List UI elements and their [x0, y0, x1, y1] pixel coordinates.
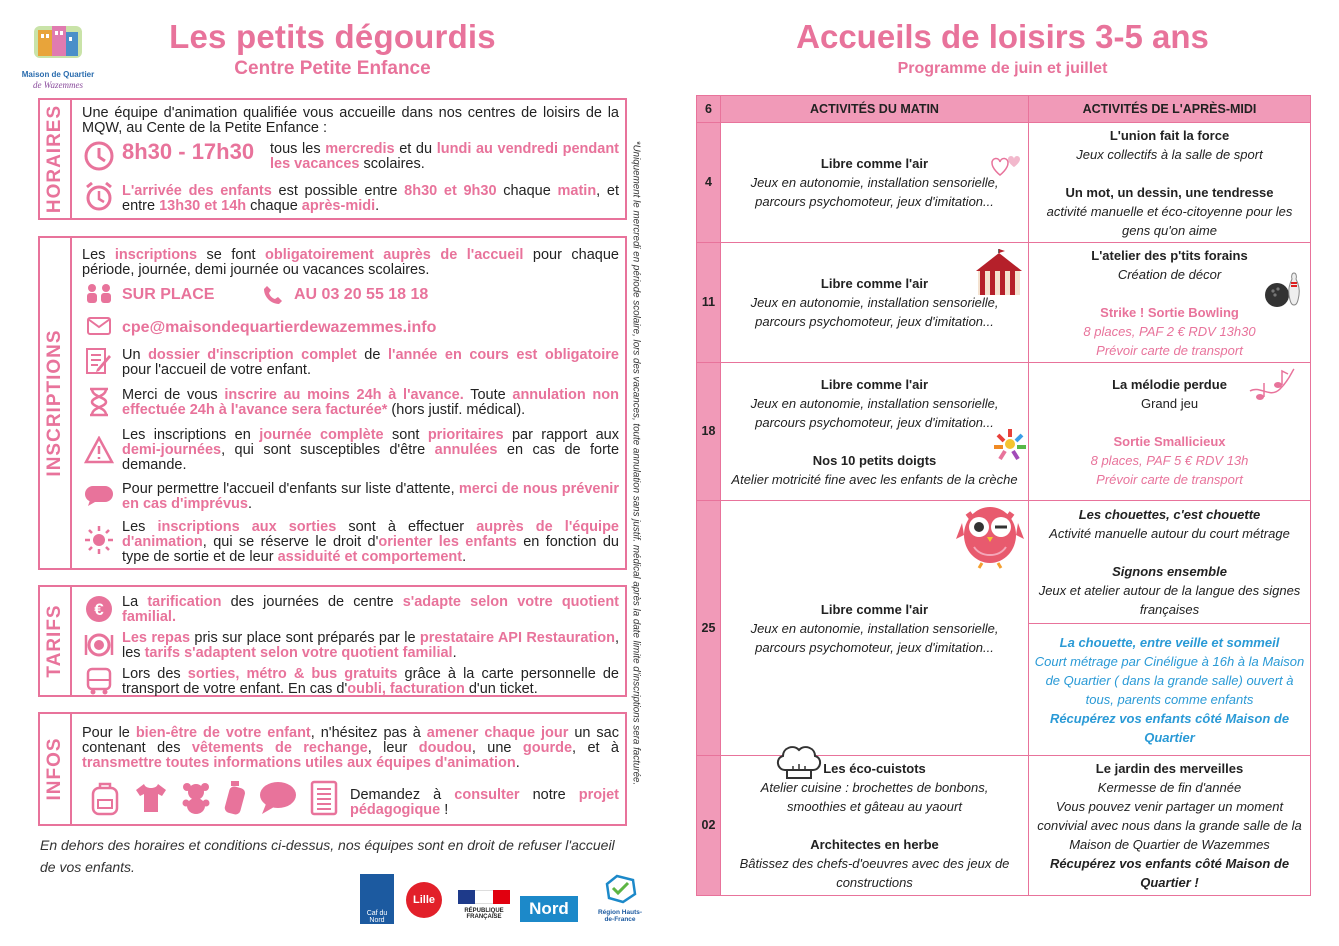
disclaimer: En dehors des horaires et conditions ci-dessus, nos équipes sont en droit de refuser l'accueil de vos enfants. — [40, 837, 615, 875]
left-title: Les petits dégourdis — [169, 18, 496, 55]
afternoon-header: ACTIVITÉS DE L'APRÈS-MIDI — [1029, 96, 1311, 123]
arrival-text: , et entre — [122, 183, 619, 214]
infos-box — [38, 712, 627, 826]
table-row — [697, 123, 1311, 243]
sur-place: SUR PLACE — [122, 286, 215, 303]
infos-label: INFOS — [44, 737, 65, 801]
arrival-text: est possible entre — [271, 183, 405, 199]
day-cell: 25 — [697, 501, 721, 756]
days-text: scolaires. — [359, 156, 425, 172]
circus-tent-icon — [972, 249, 1026, 299]
days-highlight: lundi au vendredi pendant les vacances — [270, 141, 620, 172]
warning-icon — [82, 434, 116, 466]
days-text: tous les — [270, 141, 326, 157]
music-notes-icon — [1248, 367, 1296, 405]
table-row — [697, 243, 1311, 363]
maison-de-quartier-logo — [18, 14, 98, 94]
tarifs-box: TARIFS € La tarification des journées de centre s'adapte selon votre quotient familial. Les repas pris sur place sont préparés par le prestataire API Restauration, les tarifs s'adaptent selon votre quotient familial. Lors des sorties, métro & bus gratuits grâce à la carte personnelle de transport de votre enfant. En cas d'oubli, facturation d'un ticket. — [38, 585, 627, 697]
afternoon-cell: La mélodie perdue Grand jeu Sortie Smallicieux 8 places, PAF 5 € RDV 13h Prévoir carte de transport — [1029, 363, 1311, 501]
plate-icon — [82, 629, 116, 661]
day-cell: 02 — [697, 756, 721, 896]
arrival-text: chaque — [246, 198, 302, 214]
morning-cell: Libre comme l'air Jeux en autonomie, installation sensorielle, parcours psychomoteur, jeux d'imitation... Nos 10 petits doigts Atelier motricité fine avec les enfants de la crèche — [721, 363, 1029, 501]
arrival-highlight: 8h30 et 9h30 — [404, 183, 497, 199]
building-icon — [34, 22, 82, 62]
euro-icon — [82, 593, 116, 625]
people-icon — [82, 282, 116, 306]
logo-line2: de Wazemmes — [33, 80, 83, 90]
left-subtitle: Centre Petite Enfance — [234, 58, 431, 79]
phone-number[interactable]: AU 03 20 55 18 18 — [294, 286, 429, 303]
phone-icon — [262, 284, 286, 306]
backpack-icon — [88, 780, 122, 816]
alarm-clock-icon — [82, 180, 116, 212]
afternoon-cell: Les chouettes, c'est chouette Activité manuelle autour du court métrage Signons ensemble Jeux et atelier autour de la langue des signes françaises — [1029, 501, 1311, 624]
email-link[interactable]: cpe@maisondequartierdewazemmes.info — [122, 319, 437, 336]
tarifs-label: TARIFS — [44, 604, 65, 678]
republique-francaise-logo: RÉPUBLIQUE FRANÇAISE — [458, 890, 510, 922]
vertical-footnote: *Uniquement le mercredi en période scolaire, lors des vacances, toute annulation sans justif. médical après la date limite d'inscriptions sera facturée. — [630, 140, 642, 786]
arrival-highlight: 13h30 et 14h — [159, 198, 247, 214]
day-cell: 11 — [697, 243, 721, 363]
caf-logo: Caf du Nord — [360, 874, 394, 924]
inscriptions-label: INSCRIPTIONS — [44, 329, 65, 477]
logo-line1: Maison de Quartier — [21, 70, 95, 79]
tshirt-icon — [134, 782, 168, 814]
bowling-icon — [1262, 269, 1304, 311]
lille-logo: Lille — [406, 882, 442, 918]
days-highlight: mercredis — [325, 141, 395, 157]
morning-cell: Libre comme l'air Jeux en autonomie, installation sensorielle, parcours psychomoteur, jeux d'imitation... — [721, 501, 1029, 756]
region-hauts-de-france-logo: Région Hauts-de-France — [594, 874, 646, 924]
program-table — [696, 95, 1311, 896]
infos-icon-row — [88, 778, 338, 818]
morning-cell: Libre comme l'air Jeux en autonomie, installation sensorielle, parcours psychomoteur, jeux d'imitation... — [721, 243, 1029, 363]
arrival-highlight: matin — [557, 183, 597, 199]
projet-text: Demandez à consulter notre projet pédagogique ! — [350, 787, 619, 818]
morning-cell: Libre comme l'air Jeux en autonomie, installation sensorielle, parcours psychomoteur, jeux d'imitation... — [721, 123, 1029, 243]
bus-icon — [82, 665, 116, 697]
arrival-text: chaque — [496, 183, 558, 199]
hearts-icon — [990, 153, 1024, 179]
infos-paragraph: Pour le bien-être de votre enfant, n'hésitez pas à amener chaque jour un sac contenant des vêtements de rechange, leur doudou, une gourde, et à transmettre toutes informations utiles aux équipes d'animation. — [82, 725, 620, 771]
days-text: et du — [394, 141, 437, 157]
table-row — [697, 501, 1311, 624]
clock-icon — [82, 140, 116, 172]
right-subtitle: Programme de juin et juillet — [897, 60, 1108, 77]
day-cell: 18 — [697, 363, 721, 501]
right-title: Accueils de loisirs 3-5 ans — [796, 18, 1209, 55]
region-map-icon — [603, 874, 637, 904]
day-cell: 4 — [697, 123, 721, 243]
afternoon-cell: L'union fait la force Jeux collectifs à la salle de sport Un mot, un dessin, une tendresse activité manuelle et éco-citoyenne pour les gens qu'on aime — [1029, 123, 1311, 243]
svg-text:€: € — [94, 600, 104, 619]
inscriptions-intro: Les inscriptions se font obligatoirement auprès de l'accueil pour chaque période, journée, demi journée ou vacances scolaires. — [82, 247, 619, 278]
speech-bubble-icon — [82, 480, 116, 512]
owl-icon — [952, 503, 1028, 569]
mail-icon — [82, 314, 116, 338]
hourglass-icon — [82, 386, 116, 418]
horaires-box — [38, 98, 627, 220]
teddy-bear-icon — [180, 781, 212, 815]
horaires-label: HORAIRES — [44, 104, 65, 214]
afternoon-cell: La chouette, entre veille et sommeil Court métrage par Cinéligue à 16h à la Maison de Quartier ( dans la grande salle) ouvert à tous, parents comme enfants Récupérez vos enfants côté Maison de Quartier — [1029, 624, 1311, 756]
horaires-intro: Une équipe d'animation qualifiée vous accueille dans nos centres de loisirs de la MQW, au Cente de la Petite Enfance : — [82, 105, 619, 136]
opening-hours: 8h30 - 17h30 — [122, 139, 255, 164]
chat-bubble-icon — [258, 780, 298, 816]
partner-logos — [360, 874, 650, 924]
inscriptions-box: INSCRIPTIONS Les inscriptions se font obligatoirement auprès de l'accueil pour chaque période, journée, demi journée ou vacances scolaires. SUR PLACE AU 03 20 55 18 18 cpe@maisondequartierdewazemmes.info Un dossier d'inscription complet de l'année en cours est obligatoire pour l'accueil de votre enfant. Merci de vous inscrire au moins 24h à l'avance. Toute annulation non effectuée 24h à l'avance sera facturée* (hors justif. médical). Les inscriptions en journée complète sont prioritaires par rapport aux demi-journées, qui sont susceptibles d'être annulées en cas de forte demande. Pour permettre l'accueil d'enfants sur liste d'attente, merci de nous prévenir en cas d'imprévus. Les inscriptions aux sorties sont à effectuer auprès de l'équipe d'animation, qui se réserve le droit d'orienter les enfants en fonction du type de sortie et de leur assiduité et comportement. — [38, 236, 627, 570]
month-header: 6 — [697, 96, 721, 123]
afternoon-cell: L'atelier des p'tits forains Création de décor Strike ! Sortie Bowling 8 places, PAF 2 € RDV 13h30 Prévoir carte de transport — [1029, 243, 1311, 363]
sun-icon — [82, 524, 116, 556]
table-row — [697, 363, 1311, 501]
table-row — [697, 756, 1311, 896]
water-bottle-icon — [224, 780, 246, 816]
colorful-hands-icon — [992, 427, 1028, 461]
afternoon-cell: Le jardin des merveilles Kermesse de fin d'année Vous pouvez venir partager un moment convivial avec nous dans la grande salle de la Maison de Quartier de Wazemmes Récupérez vos enfants côté Maison de Quartier ! — [1029, 756, 1311, 896]
morning-cell: Les éco-cuistots Atelier cuisine : brochettes de bonbons, smoothies et gâteau au yaourt Architectes en herbe Bâtissez des chefs-d'oeuvres avec des jeux de constructions — [721, 756, 1029, 896]
morning-header: ACTIVITÉS DU MATIN — [721, 96, 1029, 123]
notebook-icon — [310, 780, 338, 816]
arrival-highlight: L'arrivée des enfants — [122, 183, 272, 199]
arrival-highlight: après-midi — [301, 198, 376, 214]
form-pen-icon — [82, 346, 116, 378]
chef-hat-icon — [775, 742, 823, 782]
arrival-text: . — [375, 198, 380, 214]
nord-logo: Nord — [520, 896, 578, 922]
